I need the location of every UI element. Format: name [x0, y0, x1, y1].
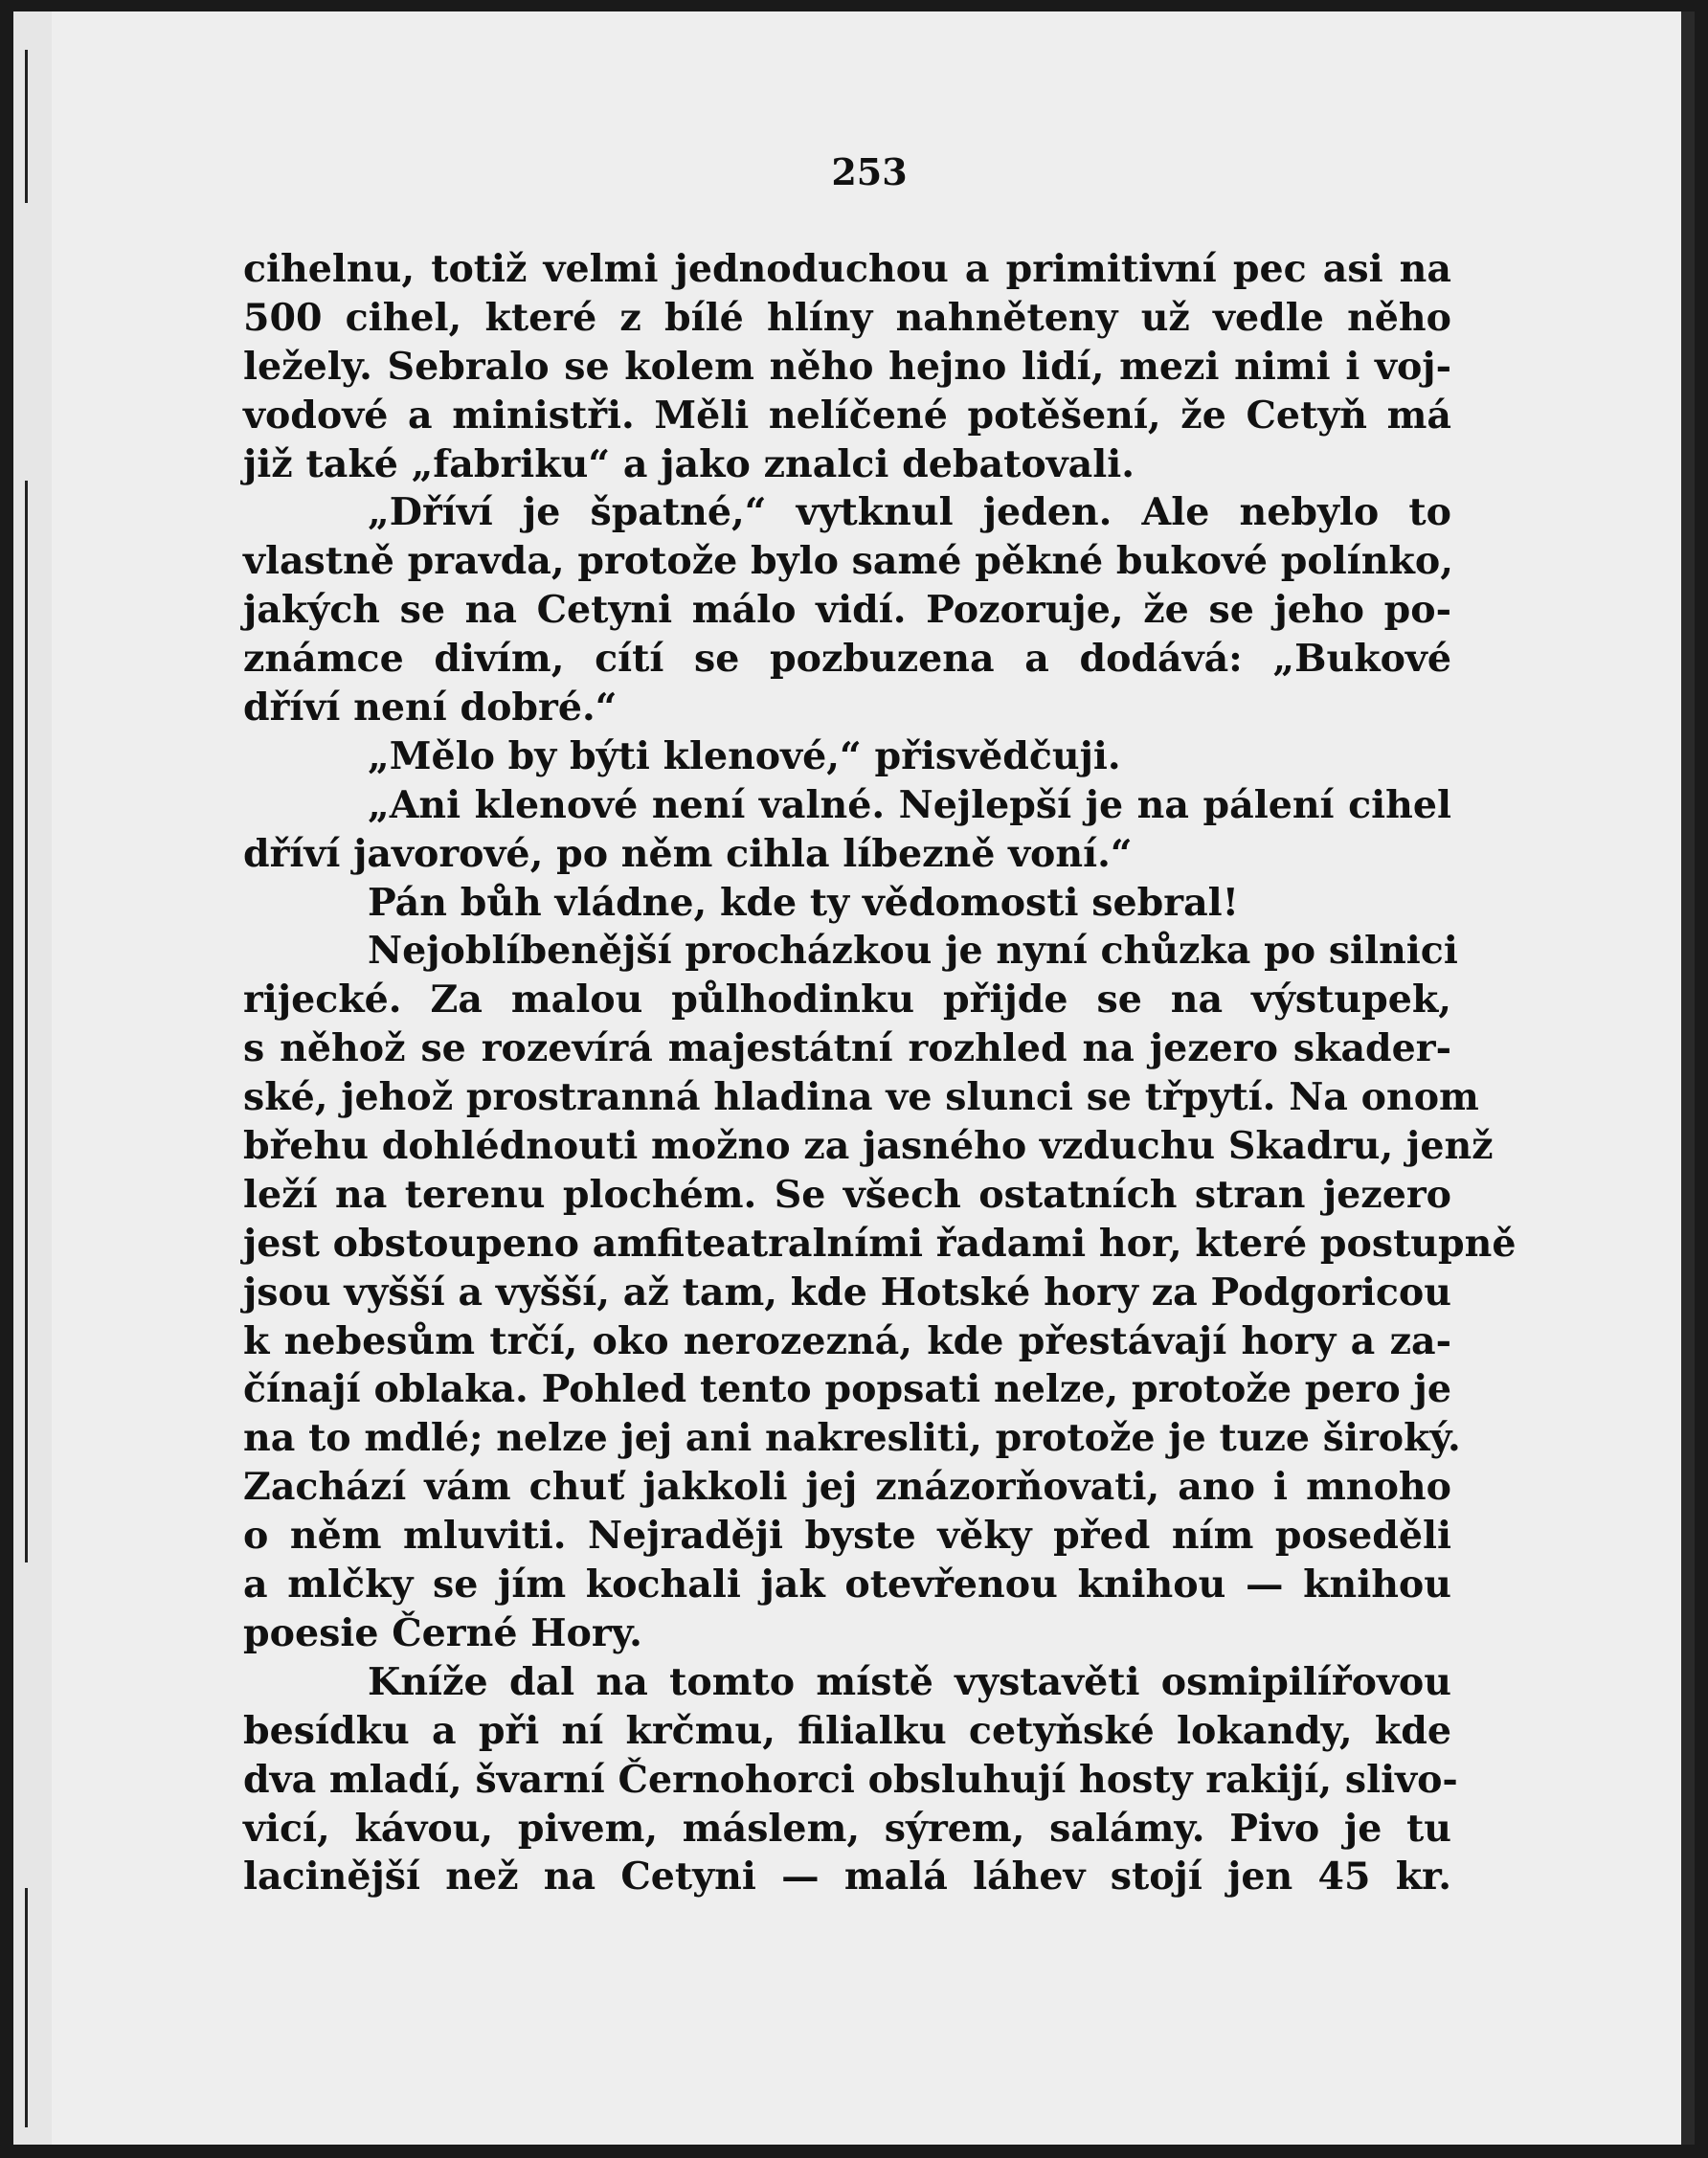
text-line: „Dříví je špatné,“ vytknul jeden. Ale nebylo to [368, 490, 1451, 535]
text-line: o něm mluviti. Nejraději byste věky před ním poseděli [243, 1514, 1451, 1559]
text-line: s něhož se rozevírá majestátní rozhled na jezero skader- [243, 1026, 1451, 1071]
binding-mark [25, 481, 28, 1562]
text-line: vlastně pravda, protože bylo samé pěkné bukové polínko, [243, 539, 1453, 584]
text-line: 500 cihel, které z bílé hlíny nahněteny už vedle něho [243, 295, 1451, 340]
book-page [13, 11, 1695, 2145]
text-line: vicí, kávou, pivem, máslem, sýrem, salámy. Pivo je tu [243, 1806, 1451, 1851]
text-line: rijecké. Za malou půlhodinku přijde se na výstupek, [243, 978, 1451, 1023]
text-line: čínají oblaka. Pohled tento popsati nelze, protože pero je [243, 1367, 1451, 1412]
text-line: jakých se na Cetyni málo vidí. Pozoruje, že se jeho po- [243, 588, 1451, 633]
page-number: 253 [831, 150, 908, 193]
text-line: Zachází vám chuť jakkoli jej znázorňovati, ano i mnoho [243, 1465, 1451, 1510]
text-line: ležely. Sebralo se kolem něho hejno lidí, mezi nimi i voj- [243, 344, 1451, 389]
text-line: známce divím, cítí se pozbuzena a dodává: „Bukové [243, 637, 1451, 682]
text-line: jest obstoupeno amfiteatralními řadami hor, které postupně [243, 1221, 1517, 1266]
body-text [243, 245, 1517, 1901]
text-line: vodové a ministři. Měli nelíčené potěšení, že Cetyň má [243, 393, 1451, 438]
text-line: Nejoblíbenější procházkou je nyní chůzka po silnici [368, 929, 1458, 974]
text-line: dříví není dobré.“ [243, 686, 618, 731]
text-line: na to mdlé; nelze jej ani nakresliti, protože je tuze široký. [243, 1416, 1461, 1461]
text-line: Kníže dal na tomto místě vystavěti osmipilířovou [368, 1659, 1451, 1704]
binding-mark [25, 1888, 28, 2127]
text-line: a mlčky se jím kochali jak otevřenou knihou — knihou [243, 1562, 1451, 1607]
binding-mark [25, 50, 28, 203]
page-gutter [13, 11, 52, 2145]
text-line: leží na terenu plochém. Se všech ostatních stran jezero [243, 1172, 1451, 1217]
text-line: Pán bůh vládne, kde ty vědomosti sebral! [368, 880, 1240, 925]
text-line: dříví javorové, po něm cihla líbezně voní.“ [243, 831, 1133, 876]
text-line: ské, jehož prostranná hladina ve slunci se třpytí. Na onom [243, 1075, 1479, 1120]
text-line: lacinější než na Cetyni — malá láhev stojí jen 45 kr. [243, 1855, 1451, 1899]
text-line: jsou vyšší a vyšší, až tam, kde Hotské hory za Podgoricou [243, 1270, 1451, 1315]
text-line: poesie Černé Hory. [243, 1610, 642, 1655]
text-line: „Ani klenové není valné. Nejlepší je na pálení cihel [368, 782, 1451, 827]
text-line: besídku a při ní krčmu, filialku cetyňské lokandy, kde [243, 1708, 1451, 1753]
text-line: dva mladí, švarní Černohorci obsluhují hosty rakijí, slivo- [243, 1757, 1458, 1802]
text-line: cihelnu, totiž velmi jednoduchou a primitivní pec asi na [243, 247, 1451, 291]
text-line: břehu dohlédnouti možno za jasného vzduchu Skadru, jenž [243, 1124, 1494, 1169]
scan-edge [1681, 11, 1695, 2145]
text-line: již také „fabriku“ a jako znalci debatovali. [243, 441, 1135, 486]
text-line: k nebesům trčí, oko nerozezná, kde přestávají hory a za- [243, 1318, 1451, 1363]
text-line: „Mělo by býti klenové,“ přisvědčuji. [368, 733, 1121, 778]
